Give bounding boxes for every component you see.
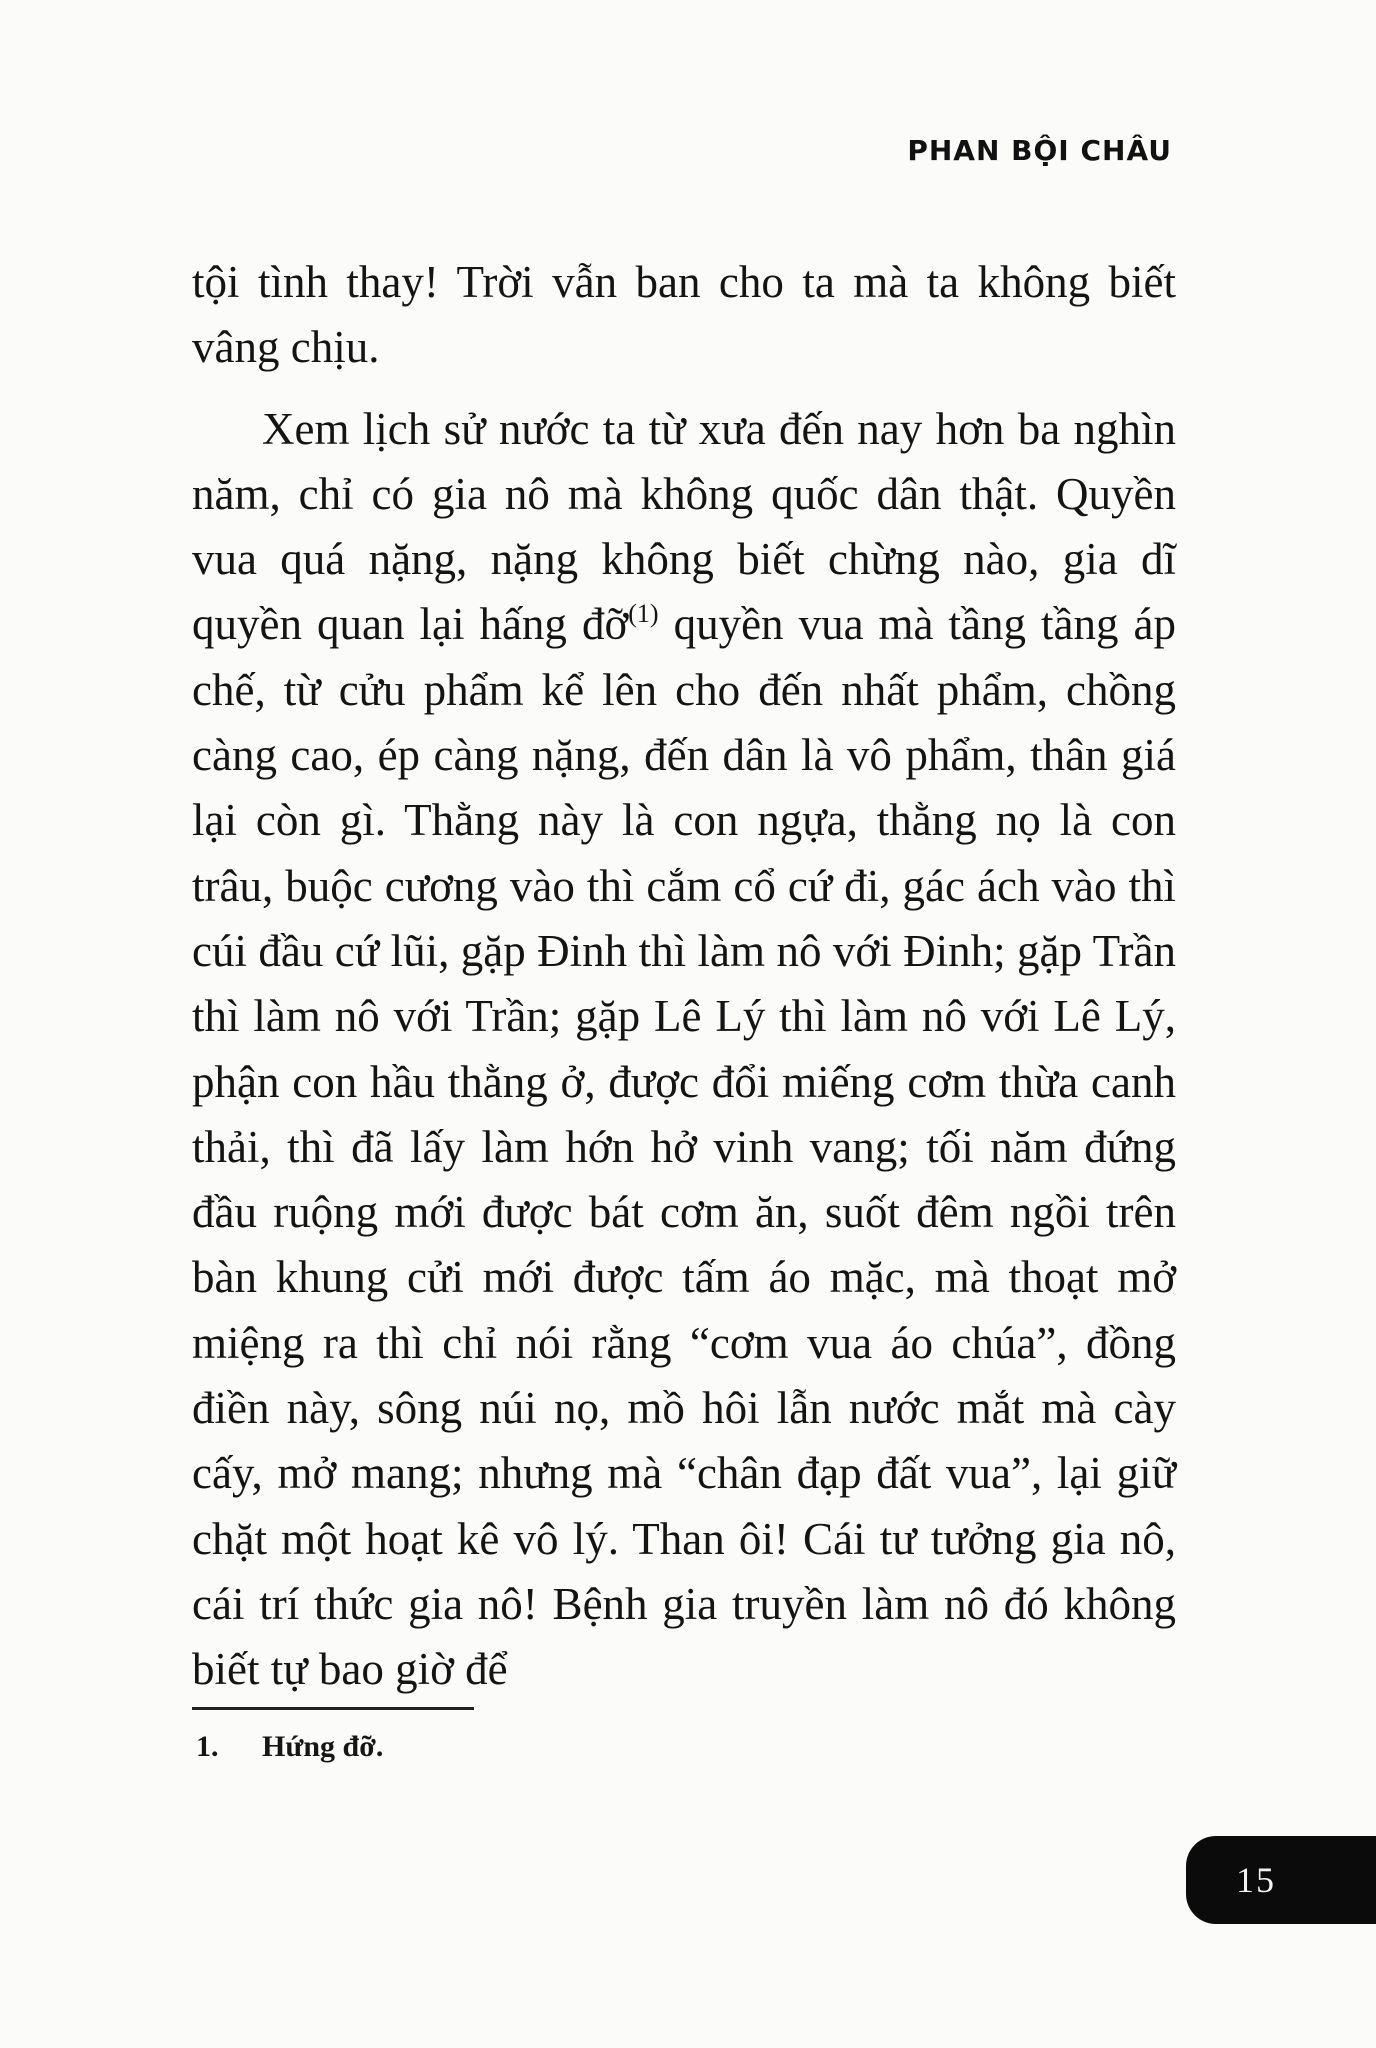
- body-text: [192, 250, 1176, 1703]
- paragraph-continued: tội tình thay! Trời vẫn ban cho ta mà ta không biết vâng chịu.: [192, 257, 1176, 373]
- footnote-text: Hứng đỡ.: [262, 1730, 384, 1763]
- paragraph: [192, 397, 1176, 1703]
- running-header: PHAN BỘI CHÂU: [907, 134, 1172, 167]
- footnote-number: 1.: [196, 1730, 219, 1763]
- paragraph-text-end: quyền vua mà tầng tầng áp chế, từ cửu phẩm kể lên cho đến nhất phẩm, chồng càng cao, ép càng nặng, đến dân là vô phẩm, thân giá lại còn gì. Thằng này là con ngựa, thằng nọ là con trâu, buộc cương vào thì cắm cổ cứ đi, gác ách vào thì cúi đầu cứ lũi, gặp Đinh thì làm nô với Đinh; gặp Trần thì làm nô với Trần; gặp Lê Lý thì làm nô với Lê Lý, phận con hầu thằng ở, được đổi miếng cơm thừa canh thải, thì đã lấy làm hớn hở vinh vang; tối năm đứng đầu ruộng mới được bát cơm ăn, suốt đêm ngồi trên bàn khung cửi mới được tấm áo mặc, mà thoạt mở miệng ra thì chỉ nói rằng “cơm vua áo chúa”, đồng điền này, sông núi nọ, mồ hôi lẫn nước mắt mà cày cấy, mở mang; nhưng mà “chân đạp đất vua”, lại giữ chặt một hoạt kê vô lý. Than ôi! Cái tư tưởng gia nô, cái trí thức gia nô! Bệnh gia truyền làm nô đó không biết tự bao giờ để: [192, 599, 1176, 1695]
- paragraph-text-start: Xem lịch sử nước ta từ xưa đến nay hơn ba nghìn năm, chỉ có gia nô mà không quốc dân thật. Quyền vua quá nặng, nặng không biết chừng nào, gia dĩ quyền quan lại hấng đỡ: [192, 403, 1176, 650]
- footnote-divider: [192, 1707, 474, 1710]
- footnote: [196, 1730, 383, 1764]
- footnote-reference[interactable]: (1): [628, 599, 659, 629]
- page-number: 15: [1236, 1860, 1276, 1900]
